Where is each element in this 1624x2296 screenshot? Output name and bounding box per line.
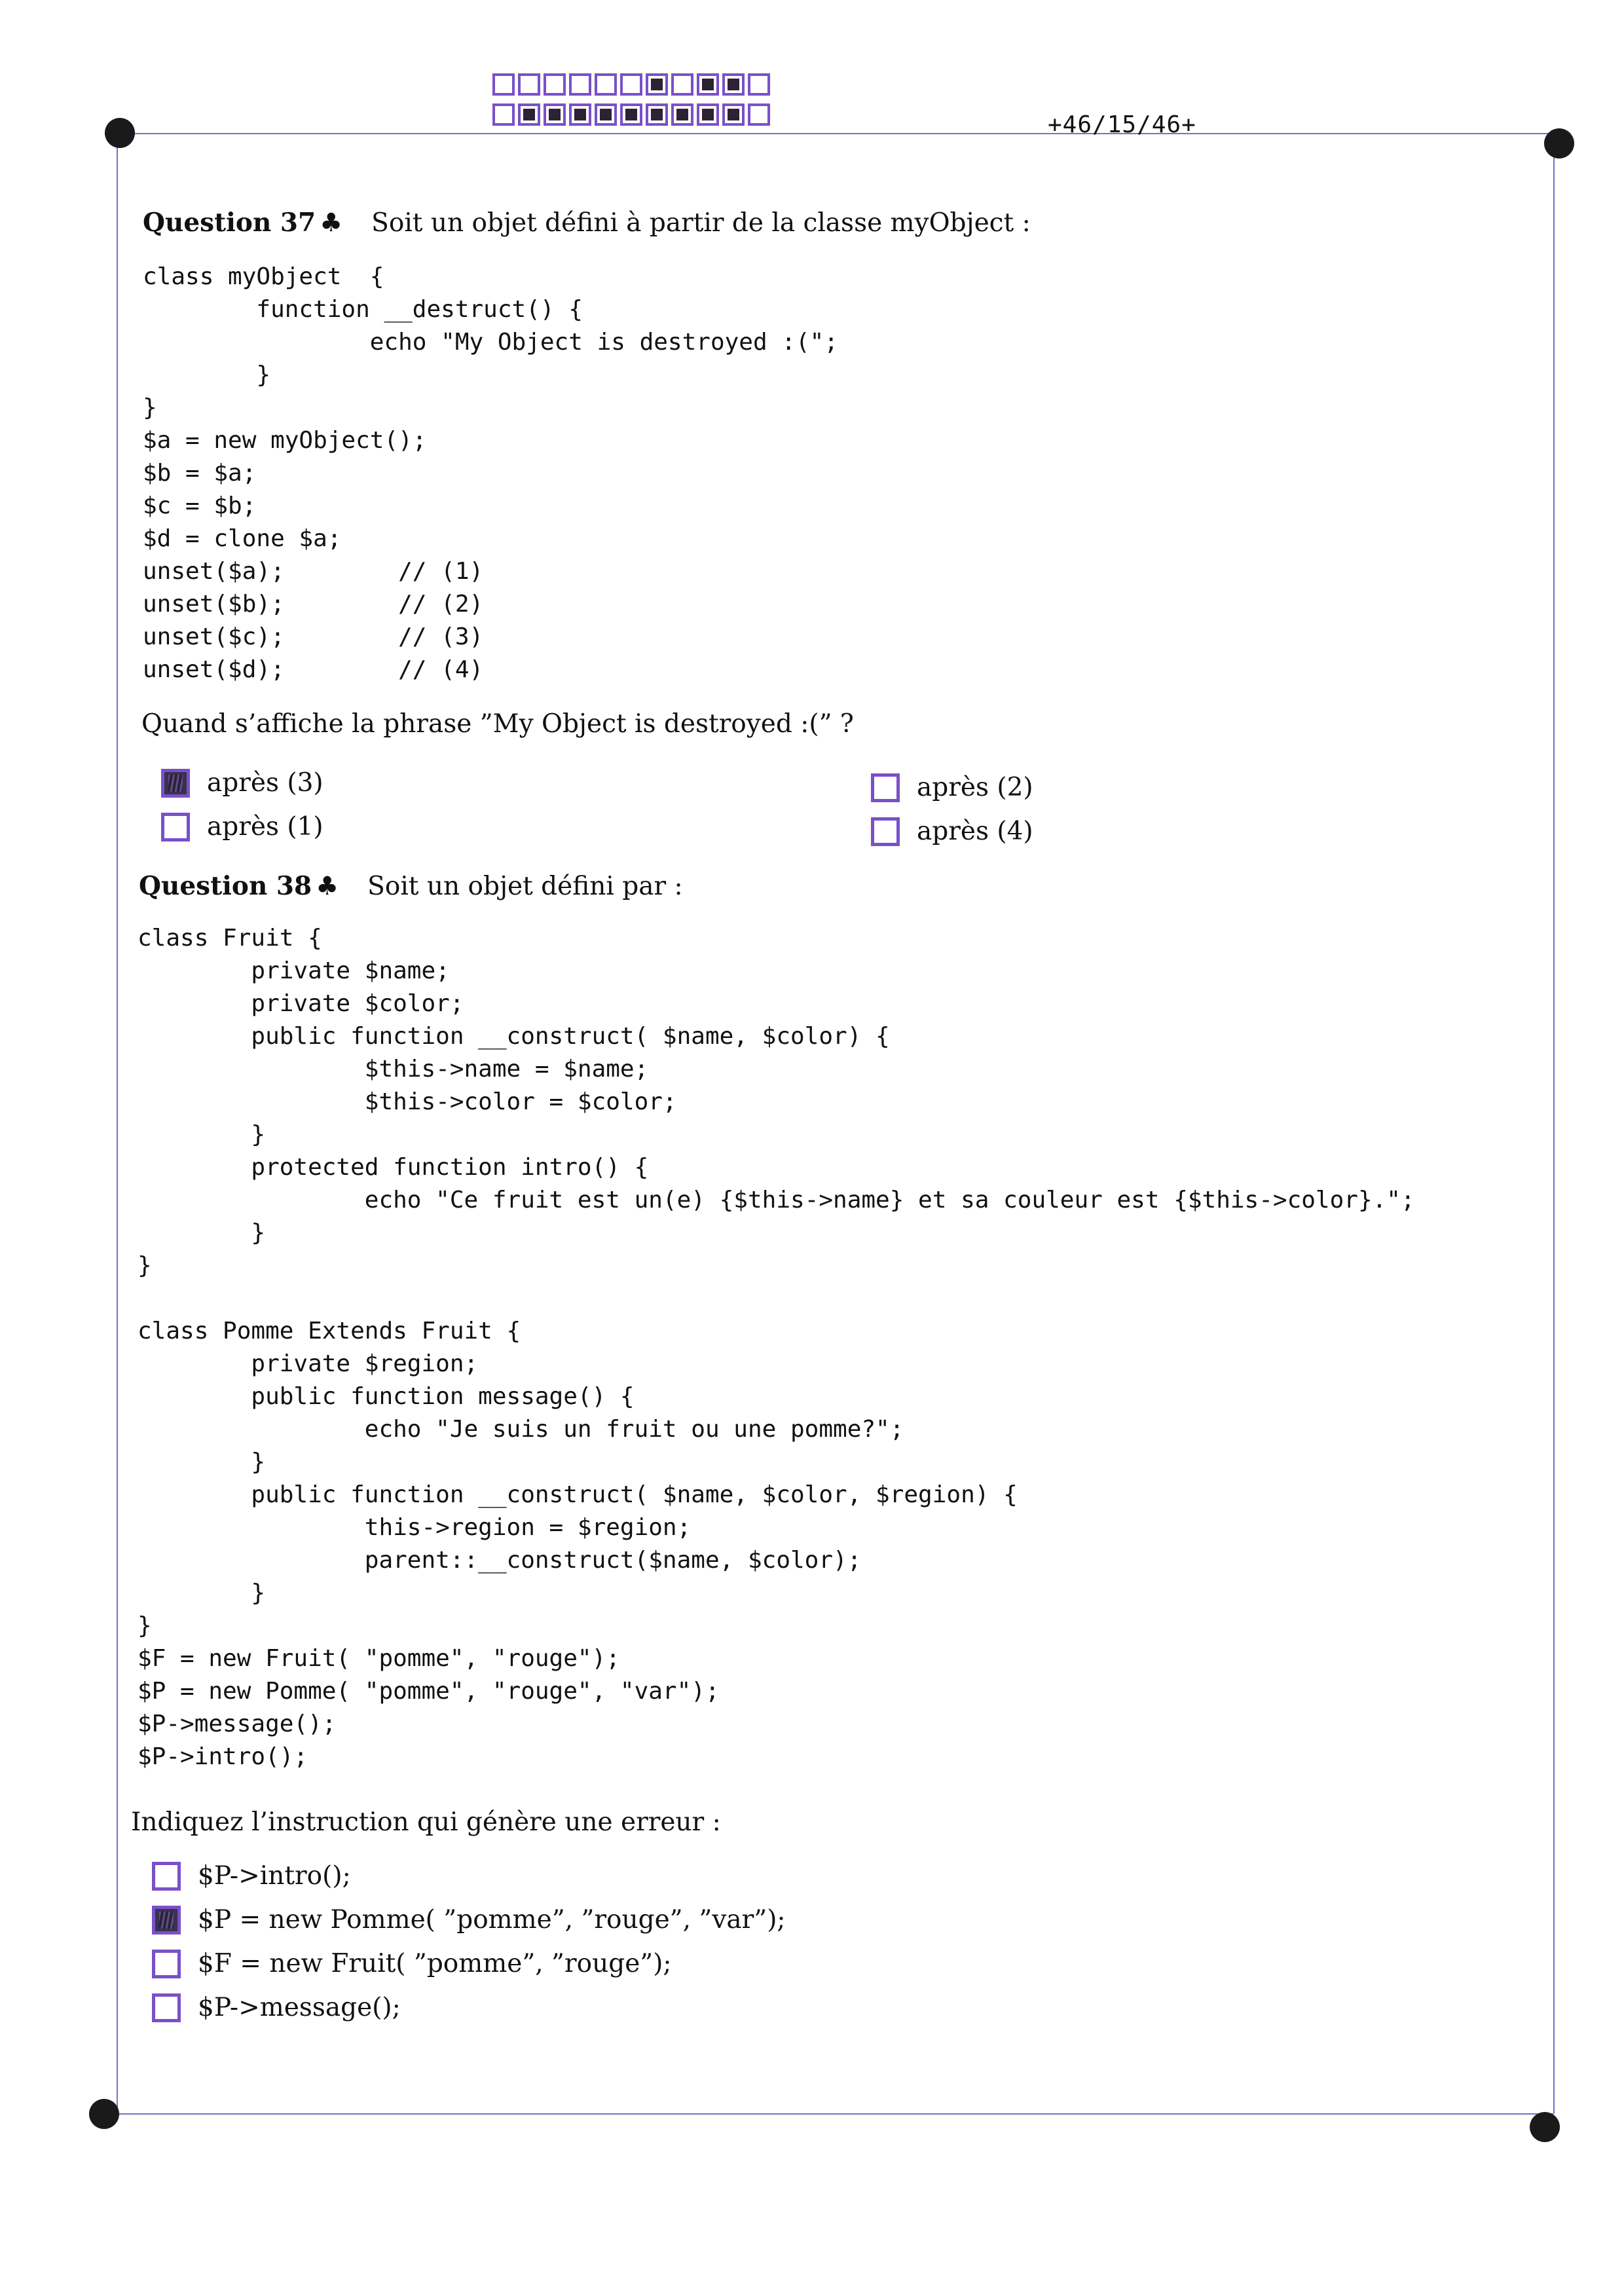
- barcode-cell: [722, 73, 745, 96]
- barcode-cell: [544, 103, 566, 126]
- barcode-cell: [620, 73, 642, 96]
- barcode-cell: [492, 73, 515, 96]
- answer-option[interactable]: [161, 812, 323, 842]
- question-number: Question 37: [143, 208, 316, 238]
- question-38-header: [139, 871, 683, 901]
- barcode-cell: [748, 103, 770, 126]
- barcode-cell: [748, 73, 770, 96]
- answer-checkbox[interactable]: [871, 773, 900, 802]
- barcode-cell: [544, 73, 566, 96]
- answer-checkbox[interactable]: [161, 813, 190, 842]
- barcode-cell: [569, 73, 591, 96]
- frame-bottom-line: [105, 2113, 1553, 2115]
- answer-option[interactable]: [871, 773, 1033, 802]
- answer-label: après (4): [917, 817, 1033, 846]
- corner-marker-top-left: [105, 118, 135, 148]
- answer-option[interactable]: [871, 817, 1033, 846]
- barcode-cell: [492, 103, 515, 126]
- answer-label: après (3): [207, 768, 323, 798]
- code-block: class myObject { function __destruct() { echo "My Object is destroyed :("; } } $a = new myObject(); $b = $a; $c = $b; $d = clone $a; unset($a); // (1) unset($b); // (2) unset($c); // (3) unset($d); // (4): [143, 263, 839, 683]
- answer-checkbox[interactable]: [152, 1950, 181, 1978]
- question-ask: Indiquez l’instruction qui génère une erreur :: [131, 1807, 721, 1837]
- frame-top-line: [120, 133, 1560, 134]
- answer-option[interactable]: [152, 1861, 351, 1891]
- barcode-cell: [646, 103, 668, 126]
- page-id: +46/15/46+: [1048, 111, 1196, 138]
- question-prompt: Soit un objet défini par :: [367, 872, 683, 901]
- answer-checkbox[interactable]: [161, 769, 190, 798]
- answer-label: $P = new Pomme( ”pomme”, ”rouge”, ”var”);: [198, 1905, 786, 1935]
- frame-right-line: [1553, 143, 1555, 2114]
- barcode-cell: [518, 73, 540, 96]
- corner-marker-top-right: [1544, 128, 1574, 158]
- club-icon: ♣: [316, 872, 339, 901]
- answer-label: $P->intro();: [198, 1861, 351, 1891]
- answer-checkbox[interactable]: [152, 1906, 181, 1935]
- answer-label: après (2): [917, 773, 1033, 802]
- barcode-cell: [595, 73, 617, 96]
- answer-checkbox[interactable]: [152, 1993, 181, 2022]
- barcode-cell: [671, 73, 693, 96]
- corner-marker-bottom-right: [1530, 2112, 1560, 2142]
- barcode-cell: [697, 73, 719, 96]
- question-number: Question 38: [139, 871, 312, 901]
- answer-label: $P->message();: [198, 1993, 401, 2022]
- corner-marker-bottom-left: [89, 2099, 119, 2129]
- barcode-cell: [671, 103, 693, 126]
- answer-checkbox[interactable]: [152, 1862, 181, 1891]
- question-37-header: [143, 208, 1031, 238]
- answer-checkbox[interactable]: [871, 817, 900, 846]
- barcode-cell: [569, 103, 591, 126]
- answer-option[interactable]: [161, 768, 323, 798]
- barcode-cell: [620, 103, 642, 126]
- barcode-cell: [697, 103, 719, 126]
- answer-option[interactable]: [152, 1905, 786, 1935]
- barcode-row-1: [492, 73, 773, 96]
- barcode-cell: [595, 103, 617, 126]
- answer-option[interactable]: [152, 1993, 401, 2022]
- answer-option[interactable]: [152, 1949, 672, 1978]
- barcode-row-2: [492, 103, 773, 126]
- code-block: class Fruit { private $name; private $color; public function __construct( $name, $color) { $this->name = $name; $this->color = $color; } protected function intro() { echo "Ce fruit est un(e) {$this->name} et sa couleur est {$this->color}."; } } class Pomme Extends Fruit { private $region; public function message() { echo "Je suis un fruit ou une pomme?"; } public function __construct( $name, $color, $region) { this->region = $region; parent::__construct($name, $color); } } $F = new Fruit( "pomme", "rouge"); $P = new Pomme( "pomme", "rouge", "var"); $P->message(); $P->intro();: [138, 925, 1415, 1770]
- barcode-cell: [722, 103, 745, 126]
- answer-label: $F = new Fruit( ”pomme”, ”rouge”);: [198, 1949, 672, 1978]
- barcode-cell: [518, 103, 540, 126]
- frame-left-line: [117, 134, 118, 2112]
- answer-label: après (1): [207, 812, 323, 842]
- question-ask: Quand s’affiche la phrase ”My Object is destroyed :(” ?: [141, 709, 854, 739]
- question-prompt: Soit un objet défini à partir de la classe myObject :: [371, 208, 1031, 238]
- club-icon: ♣: [320, 208, 343, 238]
- barcode-cell: [646, 73, 668, 96]
